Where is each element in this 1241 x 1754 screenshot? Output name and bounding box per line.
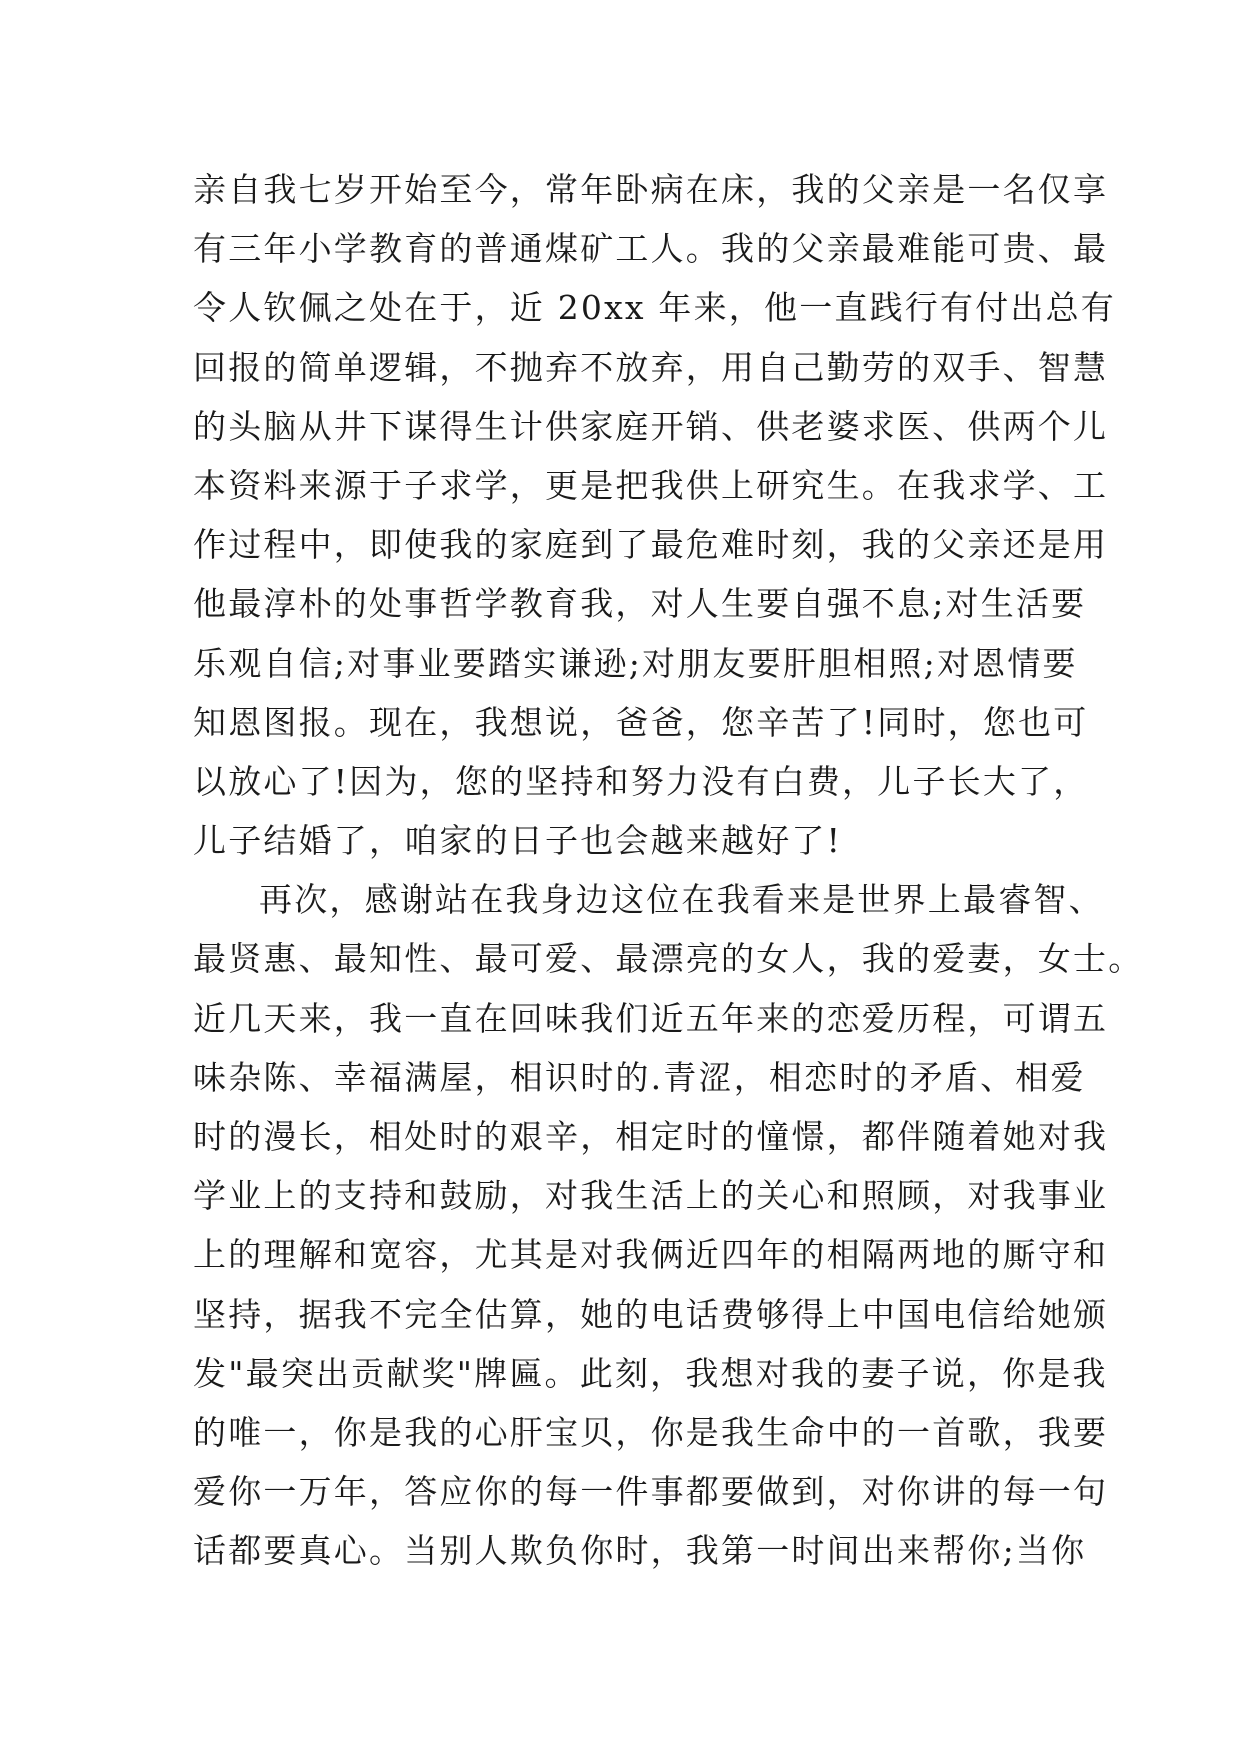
text-line: 他最淳朴的处事哲学教育我，对人生要自强不息;对生活要 bbox=[193, 584, 1087, 624]
text-line: 时的漫长，相处时的艰辛，相定时的憧憬，都伴随着她对我 bbox=[193, 1117, 1109, 1156]
text-line: 以放心了!因为，您的坚持和努力没有白费，儿子长大了， bbox=[193, 761, 1089, 801]
text-line: 知恩图报。现在，我想说，爸爸，您辛苦了!同时，您也可 bbox=[193, 702, 1089, 742]
text-line: 爱你一万年，答应你的每一件事都要做到，对你讲的每一句 bbox=[193, 1472, 1109, 1512]
text-line: 最贤惠、最知性、最可爱、最漂亮的女人，我的爱妻，女士。 bbox=[193, 939, 1144, 979]
text-line: 再次，感谢站在我身边这位在我看来是世界上最睿智、 bbox=[259, 880, 1104, 920]
body-text bbox=[193, 160, 1144, 1581]
text-line: 学业上的支持和鼓励，对我生活上的关心和照顾，对我事业 bbox=[193, 1176, 1109, 1216]
text-line: 近几天来，我一直在回味我们近五年来的恋爱历程，可谓五 bbox=[193, 998, 1109, 1038]
text-line: 作过程中，即使我的家庭到了最危难时刻，我的父亲还是用 bbox=[193, 525, 1109, 565]
text-line: 上的理解和宽容，尤其是对我俩近四年的相隔两地的厮守和 bbox=[193, 1235, 1109, 1275]
text-line: 的头脑从井下谋得生计供家庭开销、供老婆求医、供两个儿 bbox=[193, 406, 1109, 446]
text-line: 的唯一，你是我的心肝宝贝，你是我生命中的一首歌，我要 bbox=[193, 1412, 1109, 1452]
text-line: 本资料来源于子求学，更是把我供上研究生。在我求学、工 bbox=[193, 465, 1109, 505]
text-line: 味杂陈、幸福满屋，相识时的.青涩，相恋时的矛盾、相爱 bbox=[193, 1057, 1086, 1097]
text-line: 亲自我七岁开始至今，常年卧病在床，我的父亲是一名仅享 bbox=[193, 170, 1109, 209]
text-line: 发"最突出贡献奖"牌匾。此刻，我想对我的妻子说，你是我 bbox=[193, 1353, 1108, 1393]
text-line: 令人钦佩之处在于，近 20xx 年来，他一直践行有付出总有 bbox=[193, 288, 1116, 328]
text-line: 有三年小学教育的普通煤矿工人。我的父亲最难能可贵、最 bbox=[193, 229, 1109, 269]
text-line: 儿子结婚了，咱家的日子也会越来越好了! bbox=[193, 821, 843, 861]
text-line: 话都要真心。当别人欺负你时，我第一时间出来帮你;当你 bbox=[193, 1531, 1087, 1571]
text-line: 坚持，据我不完全估算，她的电话费够得上中国电信给她颁 bbox=[193, 1294, 1109, 1334]
text-line: 乐观自信;对事业要踏实谦逊;对朋友要肝胆相照;对恩情要 bbox=[193, 643, 1078, 683]
text-line: 回报的简单逻辑，不抛弃不放弃，用自己勤劳的双手、智慧 bbox=[193, 347, 1109, 387]
